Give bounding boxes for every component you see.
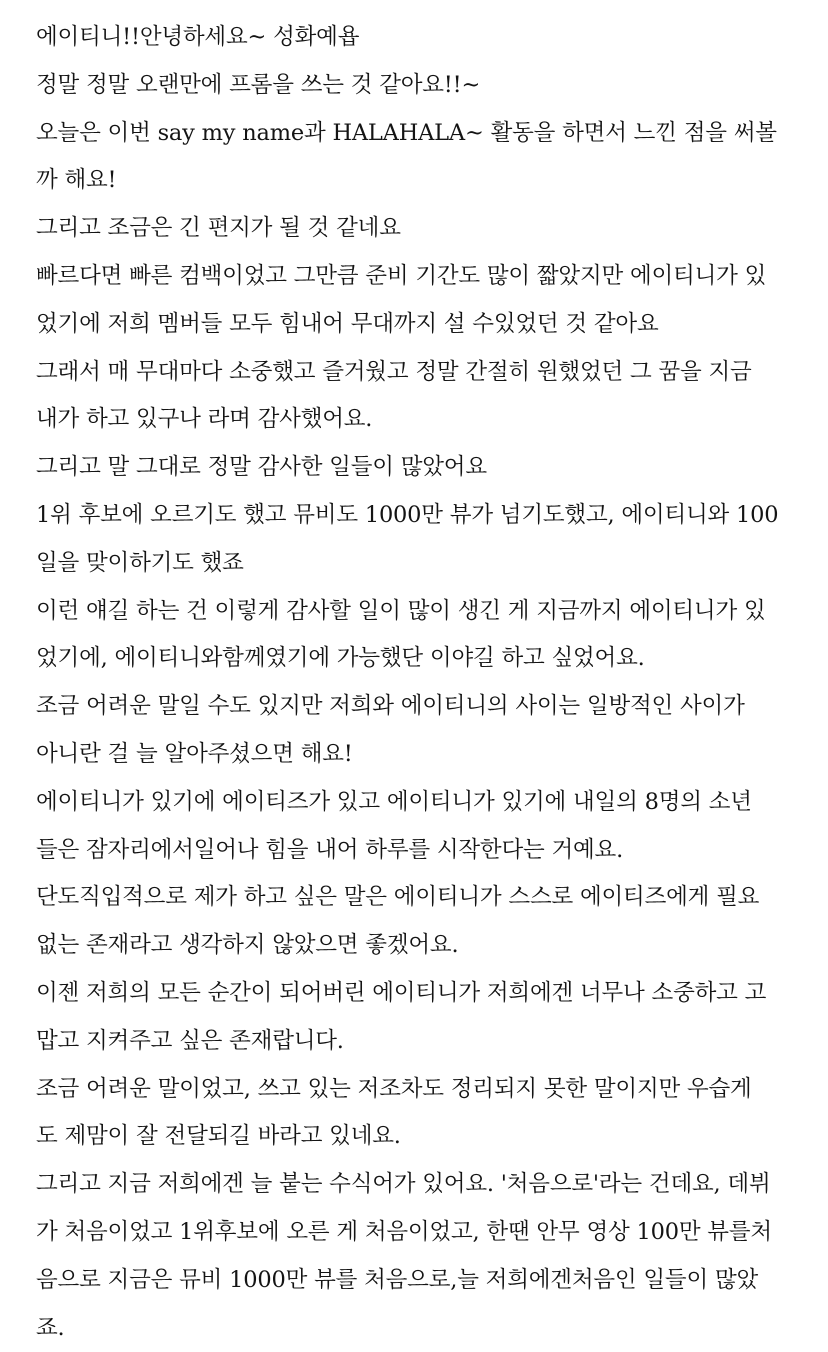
letter-line: 도 제맘이 잘 전달되길 바라고 있네요. xyxy=(36,1123,401,1150)
letter-line: 었기에, 에이티니와함께였기에 가능했단 이야길 하고 싶었어요. xyxy=(36,645,645,672)
letter-line: 그리고 조금은 긴 편지가 될 것 같네요 xyxy=(36,215,401,242)
letter-line: 그리고 지금 저희에겐 늘 붙는 수식어가 있어요. '처음으로'라는 건데요, 데뷔 xyxy=(36,1171,771,1198)
letter-line: 일을 맞이하기도 했죠 xyxy=(36,549,244,576)
letter-line: 음으로 지금은 뮤비 1000만 뷰를 처음으로,늘 저희에겐처음인 일들이 많았 xyxy=(36,1266,759,1293)
letter-line: 죠. xyxy=(36,1314,65,1341)
letter-line: 들은 잠자리에서일어나 힘을 내어 하루를 시작한다는 거예요. xyxy=(36,836,624,863)
letter-line: 단도직입적으로 제가 하고 싶은 말은 에이티니가 스스로 에이티즈에게 필요 xyxy=(36,884,760,911)
letter-line: 이런 얘길 하는 건 이렇게 감사할 일이 많이 생긴 게 지금까지 에이티니가 있 xyxy=(36,597,766,624)
letter-line: 에이티니!!안녕하세요~ 성화예욥 xyxy=(36,24,360,50)
letter-line: 그래서 매 무대마다 소중했고 즐거웠고 정말 간절히 원했었던 그 꿈을 지금 xyxy=(36,358,752,385)
letter-line: 었기에 저희 멤버들 모두 힘내어 무대까지 설 수있었던 것 같아요 xyxy=(36,310,659,337)
letter-line: 그리고 말 그대로 정말 감사한 일들이 많았어요 xyxy=(36,454,487,481)
letter-body xyxy=(36,14,796,1352)
letter-line: 없는 존재라고 생각하지 않았으면 좋겠어요. xyxy=(36,932,459,959)
letter-line: 조금 어려운 말이었고, 쓰고 있는 저조차도 정리되지 못한 말이지만 우습게 xyxy=(36,1075,752,1102)
letter-line: 조금 어려운 말일 수도 있지만 저희와 에이티니의 사이는 일방적인 사이가 xyxy=(36,693,745,720)
letter-line: 빠르다면 빠른 컴백이었고 그만큼 준비 기간도 많이 짧았지만 에이티니가 있 xyxy=(36,262,767,289)
letter-line: 오늘은 이번 say my name과 HALAHALA~ 활동을 하면서 느낀 점을 써볼 xyxy=(36,119,777,146)
letter-line: 정말 정말 오랜만에 프롬을 쓰는 것 같아요!!~ xyxy=(36,71,481,98)
letter-line: 맙고 지켜주고 싶은 존재랍니다. xyxy=(36,1027,344,1054)
letter-line: 까 해요! xyxy=(36,167,117,194)
letter-line: 가 처음이었고 1위후보에 오른 게 처음이었고, 한땐 안무 영상 100만 뷰를처 xyxy=(36,1218,772,1245)
letter-line: 이젠 저희의 모든 순간이 되어버린 에이티니가 저희에겐 너무나 소중하고 고 xyxy=(36,979,767,1006)
letter-line: 에이티니가 있기에 에이티즈가 있고 에이티니가 있기에 내일의 8명의 소년 xyxy=(36,788,752,815)
letter-line: 아니란 걸 늘 알아주셨으면 해요! xyxy=(36,740,353,767)
letter-line: 1위 후보에 오르기도 했고 뮤비도 1000만 뷰가 넘기도했고, 에이티니와 100 xyxy=(36,501,779,528)
letter-line: 내가 하고 있구나 라며 감사했어요. xyxy=(36,406,373,433)
